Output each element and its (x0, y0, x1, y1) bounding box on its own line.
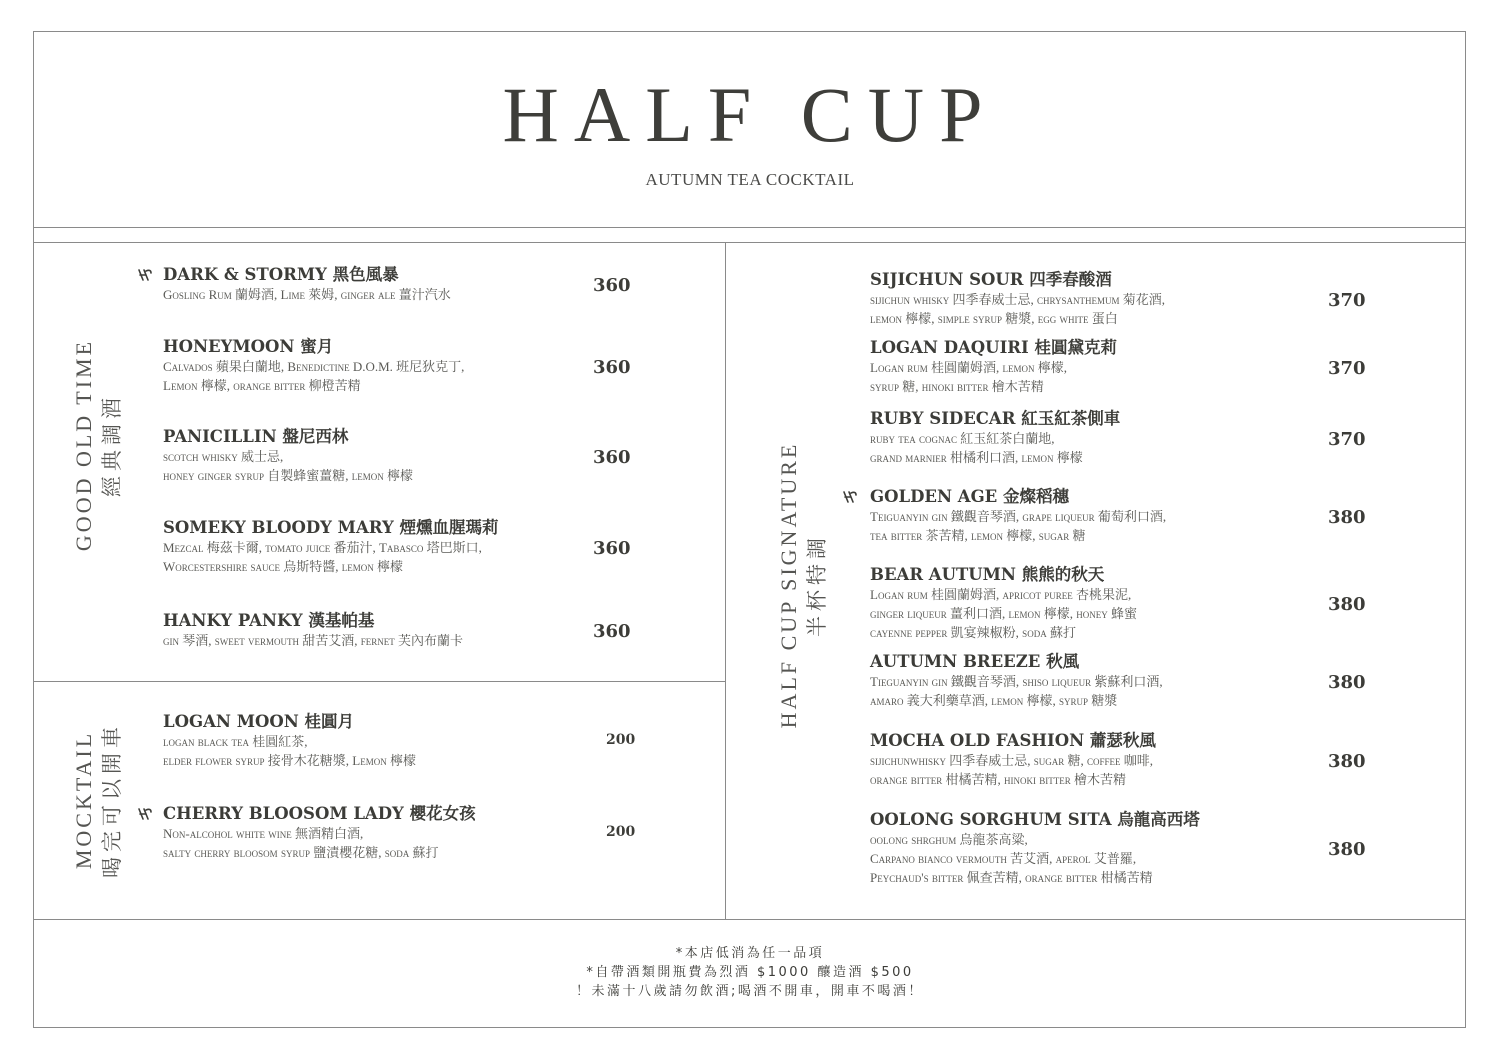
item-description: Teiguanyin gin 鐵觀音琴酒, grape liqueur 葡萄利口酒, (870, 509, 1167, 524)
mocktail-divider (33, 681, 725, 682)
item-description: sijichunwhisky 四季春威士忌, sugar 糖, coffee 咖啡, (870, 753, 1154, 768)
item-description: Non-alcohol white wine 無酒精白酒, (163, 826, 364, 841)
item-price: 360 (593, 356, 631, 378)
item-description: salty cherry bloosom syrup 鹽漬櫻花糖, soda 蘇打 (163, 845, 439, 860)
section-label-classic (70, 335, 130, 555)
item-description: Logan rum 桂圓蘭姆酒, apricot puree 杏桃果泥, (870, 587, 1132, 602)
item-price: 380 (1328, 671, 1366, 693)
section-label-mocktail (70, 690, 130, 910)
item-description: scotch whisky 威士忌, (163, 449, 284, 464)
item-price: 380 (1328, 594, 1366, 615)
item-description: Calvados 蘋果白蘭地, Benedictine D.O.M. 班尼狄克丁, (163, 359, 465, 374)
item-description: Carpano bianco vermouth 苦艾酒, aperol 艾普羅, (870, 851, 1137, 866)
item-name: PANICILLIN 盤尼西林 (163, 427, 349, 446)
item-description: amaro 義大利藥草酒, lemon 檸檬, syrup 糖漿 (870, 693, 1118, 708)
header-divider-bottom (33, 242, 1466, 243)
menu-item (870, 810, 1200, 887)
item-description: Tieguanyin gin 鐵觀音琴酒, shiso liqueur 紫蘇利口酒, (870, 674, 1163, 689)
footer-notes (0, 944, 1500, 1001)
menu-item (163, 427, 413, 485)
item-price: 370 (1328, 428, 1366, 450)
section-label-en: GOOD OLD TIME (71, 338, 96, 552)
hc-monogram-icon (137, 806, 153, 822)
menu-item (163, 518, 498, 576)
item-name: RUBY SIDECAR 紅玉紅茶側車 (870, 409, 1121, 428)
menu-item (870, 565, 1137, 642)
item-name: AUTUMN BREEZE 秋風 (870, 652, 1080, 671)
item-description: tea bitter 茶苦精, lemon 檸檬, sugar 糖 (870, 528, 1086, 543)
section-label-zh: 半杯特調 (805, 533, 829, 637)
item-price: 380 (1328, 839, 1366, 860)
item-description: grand marnier 柑橘利口酒, lemon 檸檬 (870, 450, 1083, 465)
item-description: lemon 檸檬, simple syrup 糖漿, egg white 蛋白 (870, 311, 1118, 326)
item-price: 360 (593, 275, 631, 296)
menu-item (163, 337, 464, 395)
item-description: sijichun whisky 四季春威士忌, chrysanthemum 菊花酒, (870, 292, 1166, 307)
item-price: 370 (1328, 289, 1366, 311)
item-description: syrup 糖, hinoki bitter 檜木苦精 (870, 379, 1044, 394)
item-description: ruby tea cognac 紅玉紅茶白蘭地, (870, 431, 1055, 446)
footer-line: ！未滿十八歲請勿飲酒;喝酒不開車，開車不喝酒！ (576, 984, 924, 999)
item-price: 360 (593, 446, 631, 468)
footer-line: *自帶酒類開瓶費為烈酒 $1000 釀造酒 $500 (586, 965, 914, 980)
brand-title: HALF CUP (502, 71, 998, 158)
menu-item (870, 487, 1166, 545)
section-label-zh: 喝完可以開車 (100, 722, 124, 878)
item-price: 380 (1328, 750, 1366, 772)
item-description: ginger liqueur 薑利口酒, lemon 檸檬, honey 蜂蜜 (870, 606, 1137, 621)
menu-item (163, 804, 476, 862)
item-description: Gosling Rum 蘭姆酒, Lime 萊姆, ginger ale 薑汁汽水 (163, 287, 451, 302)
item-description: gin 琴酒, sweet vermouth 甜苦艾酒, fernet 芙內布蘭卡 (163, 633, 463, 648)
item-description: Mezcal 梅茲卡爾, tomato juice 番茄汁, Tabasco 塔巴斯口, (163, 540, 482, 555)
footer-divider (33, 919, 1466, 920)
column-divider (725, 242, 726, 919)
item-price: 380 (1328, 506, 1366, 528)
menu-item (163, 265, 451, 304)
item-description: Worcestershire sauce 烏斯特醬, lemon 檸檬 (163, 559, 404, 574)
item-price: 360 (593, 621, 631, 642)
menu-item (163, 712, 416, 770)
item-name: BEAR AUTUMN 熊熊的秋天 (870, 565, 1105, 584)
item-description: cayenne pepper 凱宴辣椒粉, soda 蘇打 (870, 625, 1076, 640)
item-price: 200 (606, 823, 636, 840)
menu-item (163, 611, 463, 650)
item-name: CHERRY BLOOSOM LADY 櫻花女孩 (163, 804, 476, 823)
item-description: Logan rum 桂圓蘭姆酒, lemon 檸檬, (870, 360, 1067, 375)
item-description: Peychaud's bitter 佩查苦精, orange bitter 柑橘苦精 (870, 870, 1153, 885)
menu-item (870, 409, 1120, 467)
footer-line: *本店低消為任一品項 (675, 946, 825, 961)
item-price: 370 (1328, 357, 1366, 379)
item-name: SOMEKY BLOODY MARY 煙燻血腥瑪莉 (163, 518, 499, 537)
header-divider-top (33, 227, 1466, 228)
item-price: 200 (606, 731, 636, 748)
item-name: LOGAN DAQUIRI 桂圓黛克莉 (870, 338, 1117, 357)
menu-subtitle: AUTUMN TEA COCKTAIL (645, 170, 855, 189)
item-name: SIJICHUN SOUR 四季春酸酒 (870, 270, 1112, 289)
menu-item (870, 652, 1163, 710)
item-description: Lemon 檸檬, orange bitter 柳橙苦精 (163, 378, 361, 393)
item-description: logan black tea 桂圓紅茶, (163, 734, 308, 749)
item-description: honey ginger syrup 自製蜂蜜薑糖, lemon 檸檬 (163, 468, 414, 483)
section-label-signature (775, 430, 835, 740)
hc-monogram-icon (137, 267, 153, 283)
item-name: OOLONG SORGHUM SITA 烏龍高西塔 (870, 810, 1200, 829)
item-price: 360 (593, 537, 631, 559)
section-label-en: MOCKTAIL (71, 730, 96, 870)
item-name: DARK & STORMY 黑色風暴 (163, 265, 399, 284)
hc-monogram-icon (842, 489, 858, 505)
item-name: MOCHA OLD FASHION 蕭瑟秋風 (870, 731, 1156, 750)
item-name: LOGAN MOON 桂圓月 (163, 712, 355, 731)
item-description: oolong shrghum 烏龍茶高粱, (870, 832, 1028, 847)
menu-item (870, 270, 1165, 328)
item-name: HONEYMOON 蜜月 (163, 337, 334, 356)
menu-item (870, 338, 1117, 396)
menu-item (870, 731, 1156, 789)
section-label-zh: 經典調酒 (100, 393, 124, 497)
item-name: GOLDEN AGE 金燦稻穗 (870, 487, 1069, 506)
section-label-en: HALF CUP SIGNATURE (776, 441, 801, 729)
item-description: orange bitter 柑橘苦精, hinoki bitter 檜木苦精 (870, 772, 1126, 787)
item-name: HANKY PANKY 漢基帕基 (163, 611, 375, 630)
item-description: elder flower syrup 接骨木花糖漿, Lemon 檸檬 (163, 753, 416, 768)
